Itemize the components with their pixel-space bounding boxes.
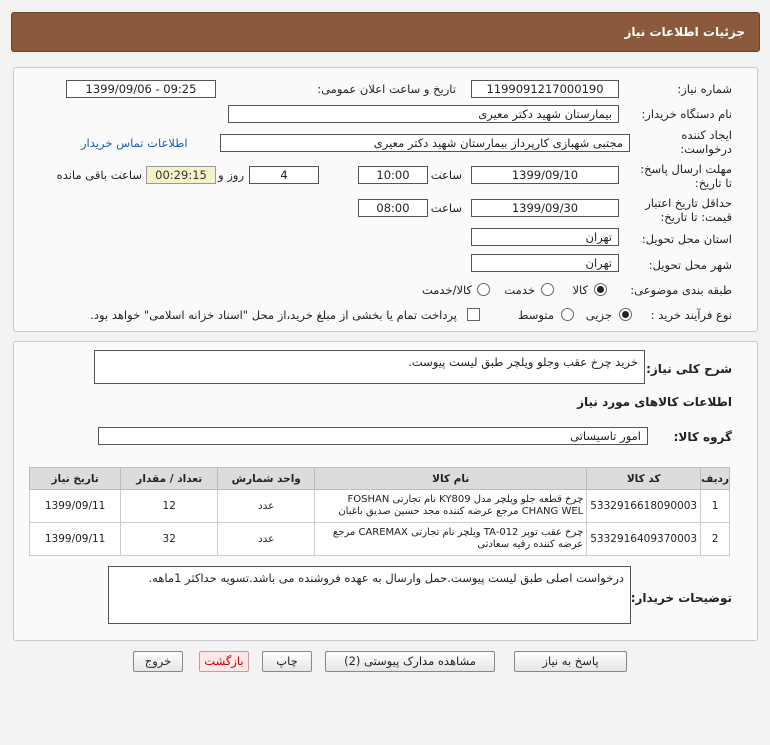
creator-field: مجتبی شهبازی کارپرداز بیمارستان شهید دکتر معیری	[220, 134, 630, 152]
row-unit: عدد	[218, 490, 315, 523]
page-header	[11, 12, 760, 52]
process-option-medium: متوسط	[517, 308, 554, 322]
validity-date-field: 1399/09/30	[471, 199, 619, 217]
creator-label-text: ایجاد کننده درخواست:	[680, 128, 732, 156]
description-label: شرح کلی نیاز:	[646, 362, 732, 376]
col-index: ردیف	[701, 468, 730, 490]
row-date: 1399/09/11	[30, 523, 121, 556]
table-row	[30, 523, 730, 556]
row-unit: عدد	[218, 523, 315, 556]
buyer-org-label: نام دستگاه خریدار:	[641, 107, 732, 121]
col-date: تاریخ نیاز	[30, 468, 121, 490]
table-row	[30, 490, 730, 523]
deadline-date-field: 1399/09/10	[471, 166, 619, 184]
category-option-both: کالا/خدمت	[421, 283, 472, 297]
province-field: تهران	[471, 228, 619, 246]
buyer-contact-link[interactable]: اطلاعات تماس خریدار	[81, 136, 188, 150]
group-label: گروه کالا:	[673, 430, 732, 444]
buyer-notes-label: توضیحات خریدار:	[630, 591, 732, 605]
row-index: 1	[701, 490, 730, 523]
row-date: 1399/09/11	[30, 490, 121, 523]
category-radio-goods[interactable]	[594, 283, 607, 296]
row-code: 5332916409370003	[587, 523, 701, 556]
announce-label: تاریخ و ساعت اعلان عمومی:	[317, 82, 456, 96]
buyer-notes-field: درخواست اصلی طبق لیست پیوست.حمل وارسال به عهده فروشنده می باشد.تسویه حداکثر 1ماهه.	[108, 566, 631, 624]
province-label: استان محل تحویل:	[641, 232, 732, 246]
validity-time-label: ساعت	[430, 201, 462, 215]
category-option-service: خدمت	[504, 283, 535, 297]
category-label: طبقه بندی موضوعی:	[630, 283, 732, 297]
days-label: روز و	[218, 168, 244, 182]
reply-button[interactable]: پاسخ به نیاز	[514, 651, 627, 672]
process-option-minor: جزیی	[585, 308, 612, 322]
city-field: تهران	[471, 254, 619, 272]
deadline-label	[632, 162, 732, 190]
deadline-time-label: ساعت	[430, 168, 462, 182]
process-radio-medium[interactable]	[561, 308, 574, 321]
row-index: 2	[701, 523, 730, 556]
category-option-goods: کالا	[572, 283, 588, 297]
process-radio-minor[interactable]	[619, 308, 632, 321]
buyer-org-field: بیمارستان شهید دکتر معیری	[228, 105, 619, 123]
days-field: 4	[249, 166, 319, 184]
row-qty: 12	[121, 490, 218, 523]
validity-label-text: حداقل تاریخ اعتبار قیمت: تا تاریخ:	[645, 196, 732, 224]
col-name: نام کالا	[315, 468, 587, 490]
deadline-label-text: مهلت ارسال پاسخ: تا تاریخ:	[640, 162, 732, 190]
row-name: چرخ قطعه جلو ویلچر مدل KY809 نام تجارتی FOSHAN CHANG WEL مرجع عرضه کننده مجد حسین صدیق باغبان	[315, 490, 587, 523]
col-qty: تعداد / مقدار	[121, 468, 218, 490]
announce-field: 1399/09/06 - 09:25	[66, 80, 216, 98]
need-number-label: شماره نیاز:	[677, 82, 732, 96]
validity-label	[622, 196, 732, 224]
page-title: جزئیات اطلاعات نیاز	[624, 25, 745, 39]
col-unit: واحد شمارش	[218, 468, 315, 490]
process-label: نوع فرآیند خرید :	[650, 308, 732, 322]
col-code: کد کالا	[587, 468, 701, 490]
description-field: خرید چرخ عقب وجلو ویلچر طبق لیست پیوست.	[94, 350, 645, 384]
treasury-payment-checkbox[interactable]	[467, 308, 480, 321]
items-table-wrap	[29, 467, 730, 556]
creator-label	[637, 128, 732, 156]
category-radio-both[interactable]	[477, 283, 490, 296]
remaining-label: ساعت باقی مانده	[56, 168, 142, 182]
validity-time-field: 08:00	[358, 199, 428, 217]
row-name: چرخ عقب توپر TA-012 ویلچر نام تجارتی CAREMAX مرجع عرضه کننده رقیه سعادتی	[315, 523, 587, 556]
treasury-payment-note: پرداخت تمام یا بخشی از مبلغ خرید،از محل "اسناد خزانه اسلامی" خواهد بود.	[90, 308, 457, 322]
row-qty: 32	[121, 523, 218, 556]
remaining-time-field: 00:29:15	[146, 166, 216, 184]
back-button[interactable]: بازگشت	[199, 651, 249, 672]
exit-button[interactable]: خروج	[133, 651, 183, 672]
group-field: امور تاسیساتی	[98, 427, 648, 445]
city-label: شهر محل تحویل:	[648, 258, 732, 272]
items-table	[29, 467, 730, 556]
table-header-row	[30, 468, 730, 490]
items-section-title: اطلاعات کالاهای مورد نیاز	[577, 395, 732, 409]
need-number-field: 1199091217000190	[471, 80, 619, 98]
category-radio-service[interactable]	[541, 283, 554, 296]
deadline-time-field: 10:00	[358, 166, 428, 184]
attachments-button[interactable]: مشاهده مدارک پیوستی (2)	[325, 651, 495, 672]
row-code: 5332916618090003	[587, 490, 701, 523]
print-button[interactable]: چاپ	[262, 651, 312, 672]
